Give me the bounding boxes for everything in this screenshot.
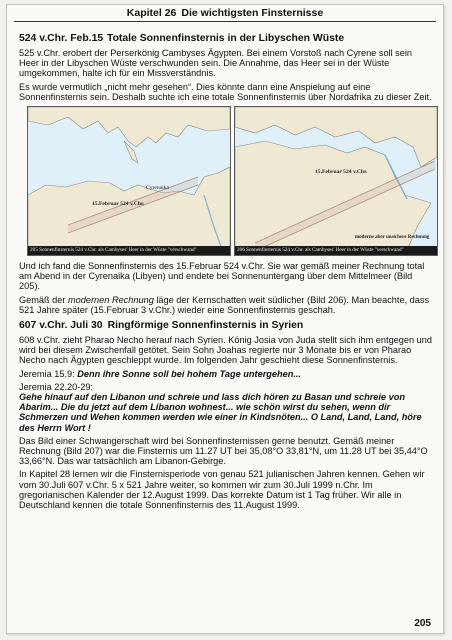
quote-jeremia-15 (19, 369, 433, 379)
emphasis: modernen Rechnung (68, 294, 154, 305)
map-figure-205 (27, 106, 231, 256)
section-date: 524 v.Chr. Feb.15 (19, 33, 104, 44)
map-figure-206 (234, 106, 438, 256)
section-heading-607 (19, 320, 433, 332)
chapter-number: Kapitel 26 (126, 7, 177, 19)
paragraph (19, 295, 433, 315)
figure-caption: 206 Sonnenfinsternis 524 v.Chr. als Cambyses' Heer in der Wüste "verschwand" (235, 246, 437, 255)
quote-reference: Jeremia 22.20-29: (19, 381, 94, 392)
map-africa (235, 107, 437, 255)
quote-jeremia-22 (19, 382, 433, 433)
section-title: Totale Sonnenfinsternis in der Libyschen Wüste (107, 33, 345, 44)
quote-reference: Jeremia 15.9: (19, 368, 78, 379)
section-title: Ringförmige Sonnenfinsternis in Syrien (107, 320, 304, 332)
paragraph: In Kapitel 28 lernen wir die Finsternisperiode von genau 521 julianischen Jahren kennen. Gehen wir vom 30.Juli 607 v.Chr. 5 x 521 Jahre weiter, so kommen wir zum 30.Juli 1999 n.Chr. Im gregorianischen Kalender der 12.August 1999. Das korrekte Datum ist 1 Tag früher. Wir alle in Deutschland kennen die totale Sonnenfinsternis des 11.August 1999. (19, 469, 425, 511)
section-heading-524 (19, 33, 433, 45)
page-header (14, 7, 436, 22)
paragraph: Das Bild einer Schwangerschaft wird bei Sonnenfinsternissen gerne benutzt. Gemäß meiner Rechnung (Bild 207) war die Finsternis um 11.27 UT bei 35,08°O 33,81°N, um 11.28 UT bei 35,44°O 33,66°N. Das war tatsächlich am Libanon-Gebirge. (19, 435, 428, 467)
model-note-label: moderne aber unsichere Rechnung (355, 235, 430, 241)
page-content (19, 33, 433, 513)
paragraph: 525 v.Chr. erobert der Perserkönig Cambyses Ägypten. Bei einem Vorstoß nach Cyrene soll sein Heer in der Libyschen Wüste verschwunden sein. Die Annahme, das Heer sei in der Wüste umgekommen, halte ich für ein Missverständnis. (19, 48, 413, 79)
page-number: 205 (414, 618, 431, 629)
figure-caption: 205 Sonnenfinsternis 524 v.Chr. als Cambyses' Heer in der Wüste "verschwand" (28, 246, 230, 255)
text-run: Gemäß der (19, 294, 69, 305)
chapter-heading (14, 7, 436, 20)
place-label: Cyrenaika (146, 185, 169, 192)
eclipse-date-label: 15.Februar 524 v.Chr. (315, 169, 368, 176)
figure-row (19, 106, 433, 256)
paragraph: Es wurde vermutlich „nicht mehr gesehen“. Dies könnte dann eine Anspielung auf eine Sonnenfinsternis sein. Deshalb suchte ich eine totale Sonnenfinsternis über Nordafrika zu dieser Zeit. (19, 81, 432, 102)
book-page (6, 4, 444, 634)
paragraph: 608 v.Chr. zieht Pharao Necho herauf nach Syrien. König Josia von Juda stellt sich ihm entgegen und wird bei diesem Zwischenfall getötet. Sein Sohn Joahas regierte nur 3 Monate bis er von Pharao Necho nach Ägypten geschleppt wurde. Im folgenden Jahr geschieht diese Sonnenfinsternis. (19, 335, 433, 366)
eclipse-date-label: 15.Februar 524 v.Chr. (92, 201, 145, 208)
quote-text: Gehe hinauf auf den Libanon und schreie und lass dich hören zu Basan und schreie von Abarim... Die du jetzt auf dem Libanon wohnest... wie schön wirst du sehen, wenn dir Schmerzen und Wehen kommen werden wie einer in Kindsnöten... O Land, Land, Land, höre des Herrn Wort ! (19, 392, 422, 433)
text-run: läge der Kernschatten weit südlicher (Bild 206). Man beachte, dass 521 Jahre später (15.Februar 3 v.Chr.) wieder eine Sonnenfinsternis geschah. (19, 294, 430, 315)
paragraph: Und ich fand die Sonnenfinsternis des 15.Februar 524 v.Chr. Sie war gemäß meiner Rechnung total am Abend in der Cyrenaika (Libyen) und endete bei Sonnenuntergang über dem Mittelmeer (Bild 205). (19, 261, 425, 292)
chapter-title: Die wichtigsten Finsternisse (181, 7, 324, 19)
map-mediterranean (28, 107, 230, 255)
quote-text: Denn ihre Sonne soll bei hohem Tage untergehen... (77, 368, 301, 379)
section-date: 607 v.Chr. Juli 30 (19, 320, 103, 332)
